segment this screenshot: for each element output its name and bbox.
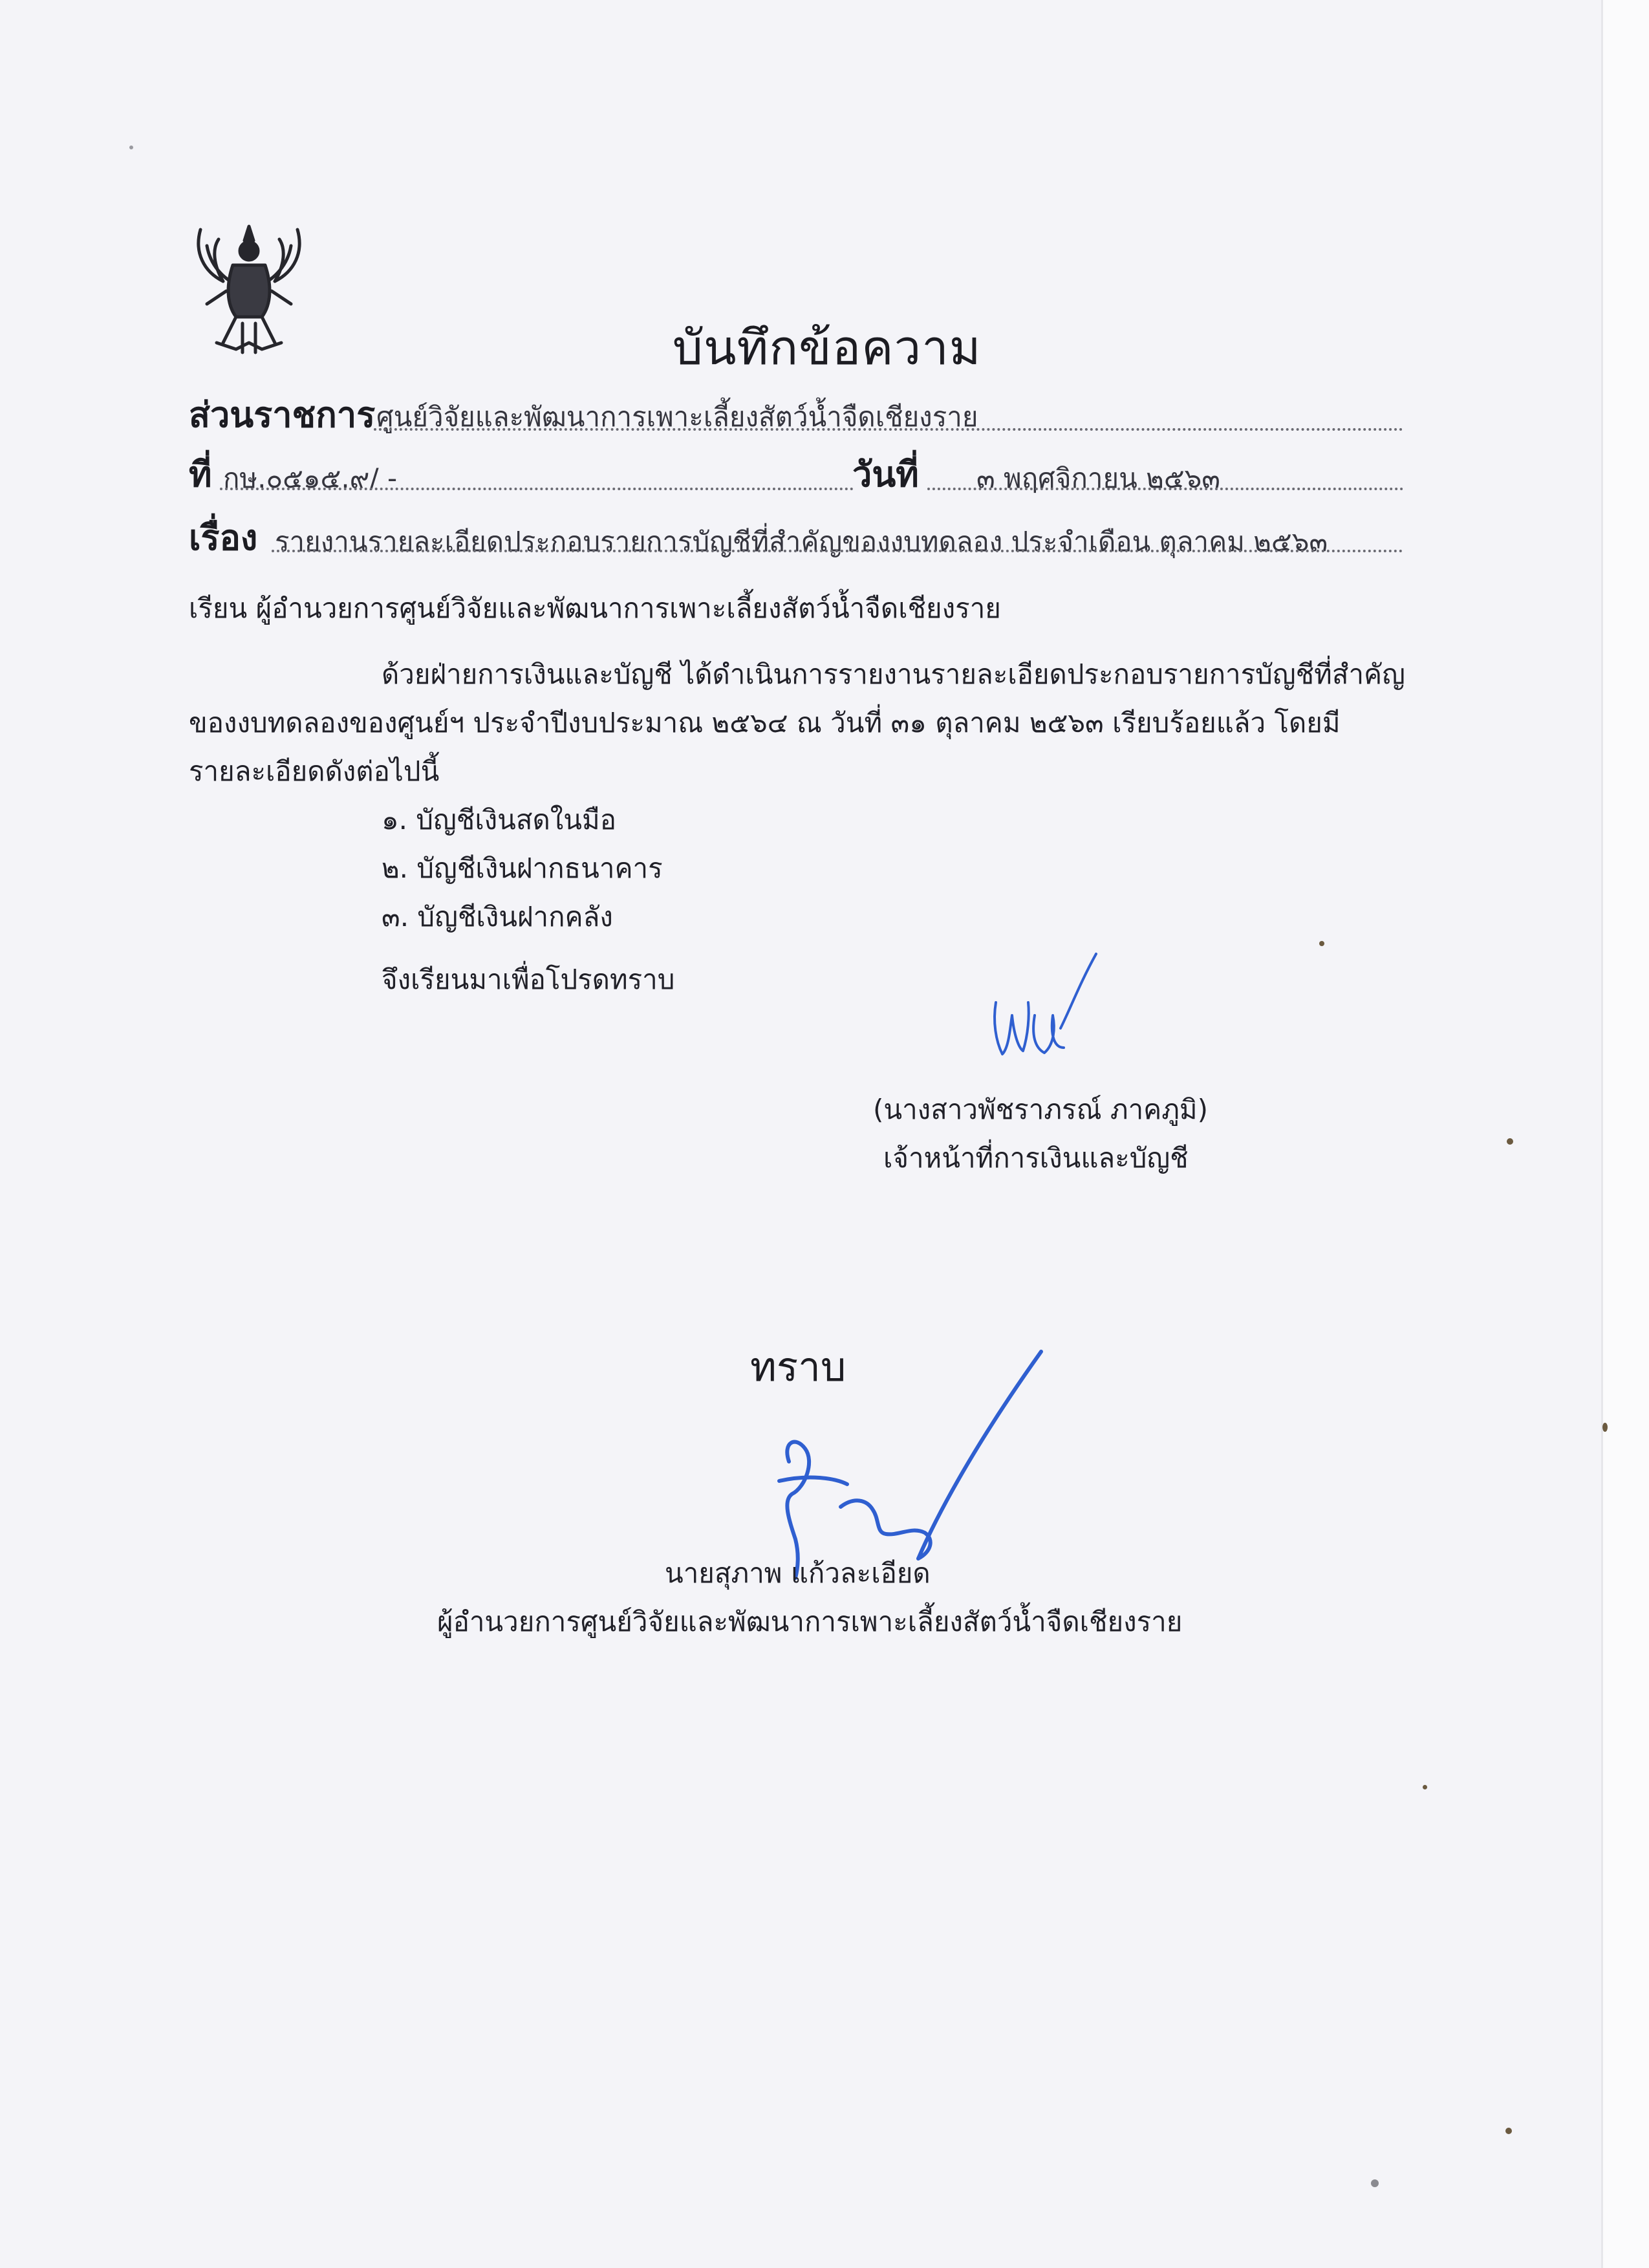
- paper-edge: [1601, 0, 1649, 2268]
- subject-label: เรื่อง: [189, 517, 258, 558]
- ref-label: ที่: [189, 454, 212, 495]
- salutation: เรียน ผู้อำนวยการศูนย์วิจัยและพัฒนาการเพาะเลี้ยงสัตว์น้ำจืดเชียงราย: [189, 592, 1001, 624]
- scan-speck: [1319, 941, 1324, 946]
- officer-position: เจ้าหน้าที่การเงินและบัญชี: [883, 1142, 1189, 1174]
- memo-title: บันทึกข้อความ: [673, 320, 982, 376]
- date-value: ๓ พฤศจิกายน ๒๕๖๓: [976, 462, 1220, 494]
- list-item-cash: ๑. บัญชีเงินสดในมือ: [382, 804, 616, 836]
- date-dotted-line: [927, 488, 1403, 490]
- list-item-bank-deposit: ๒. บัญชีเงินฝากธนาคาร: [382, 852, 663, 884]
- body-paragraph-line-1: ด้วยฝ่ายการเงินและบัญชี ได้ดำเนินการรายงานรายละเอียดประกอบรายการบัญชีที่สำคัญ: [382, 658, 1405, 690]
- signature-officer: [983, 951, 1099, 1067]
- scan-speck: [1371, 2179, 1379, 2187]
- officer-name: (นางสาวพัชราภรณ์ ภาคภูมิ): [873, 1094, 1209, 1125]
- department-label: ส่วนราชการ: [189, 394, 376, 435]
- date-label: วันที่: [852, 454, 919, 495]
- list-item-treasury-deposit: ๓. บัญชีเงินฝากคลัง: [382, 901, 613, 933]
- closing-line: จึงเรียนมาเพื่อโปรดทราบ: [382, 964, 675, 995]
- scan-speck: [1602, 1423, 1608, 1432]
- body-paragraph-line-3: รายละเอียดดังต่อไปนี้: [189, 755, 440, 787]
- director-position: ผู้อำนวยการศูนย์วิจัยและพัฒนาการเพาะเลี้ยงสัตว์น้ำจืดเชียงราย: [437, 1606, 1183, 1637]
- scan-speck: [1423, 1785, 1427, 1789]
- department-dotted-line: [374, 428, 1403, 431]
- acknowledged-word: ทราบ: [750, 1343, 846, 1390]
- scan-speck: [129, 146, 133, 149]
- ref-dotted-line: [220, 488, 854, 490]
- department-value: ศูนย์วิจัยและพัฒนาการเพาะเลี้ยงสัตว์น้ำจืดเชียงราย: [376, 401, 978, 433]
- subject-dotted-line: [272, 550, 1403, 552]
- scan-speck: [1505, 2128, 1512, 2134]
- director-name: นายสุภาพ แก้วละเอียด: [665, 1557, 931, 1589]
- subject-value: รายงานรายละเอียดประกอบรายการบัญชีที่สำคัญของงบทดลอง ประจำเดือน ตุลาคม ๒๕๖๓: [275, 526, 1328, 557]
- body-paragraph-line-2: ของงบทดลองของศูนย์ฯ ประจำปีงบประมาณ ๒๕๖๔ ณ วันที่ ๓๑ ตุลาคม ๒๕๖๓ เรียบร้อยแล้ว โดยมี: [189, 707, 1341, 739]
- scan-speck: [1507, 1138, 1513, 1145]
- ref-value: กษ.๐๕๑๕.๙/ -: [223, 462, 398, 494]
- garuda-emblem-icon: [188, 220, 310, 359]
